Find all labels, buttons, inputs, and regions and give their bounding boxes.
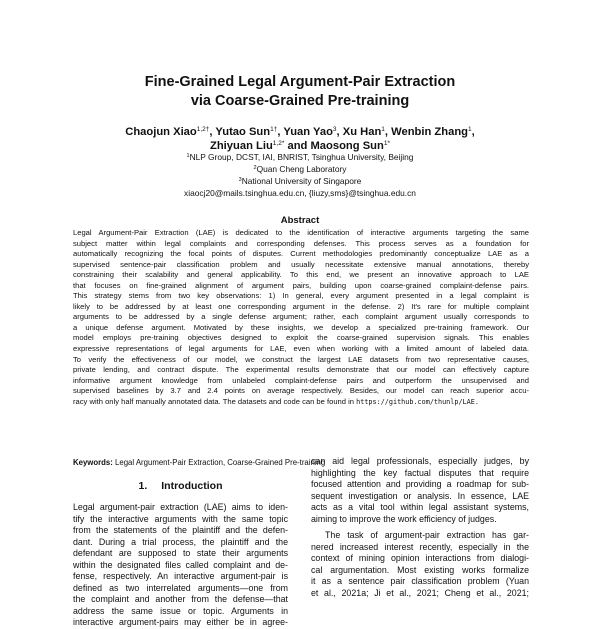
affiliation-3-marker: 3 [238, 177, 242, 183]
abstract-line: likely to be addressed by at least one corresponding argument in the defense. 2) It's rare for multiple complaint [73, 301, 529, 311]
affiliation-2-marker: 2 [253, 165, 257, 171]
intro-left-line: the complaint and another from the defense—that [73, 594, 288, 604]
abstract-heading: Abstract [280, 215, 320, 226]
intro-right-line: cal argumentation. Most existing works formalize [311, 564, 529, 575]
intro-left-line: fense, respectively. An interactive argument-pair is [73, 571, 288, 581]
affiliation-3-text: National University of Singapore [241, 176, 362, 186]
line2-author-0-marker: 1,2* [272, 140, 285, 147]
abstract-line: subject matter within legal complaints and corresponding defenses. This process serves as a foundation for [73, 238, 529, 248]
intro-right-paragraph-1 [311, 456, 529, 525]
intro-right-line: aiming to improve the work efficiency of judges. [311, 513, 497, 524]
intro-left-line: address the same issue or topic. Arguments in [73, 605, 288, 616]
line2-author-1: Maosong Sun [310, 140, 384, 152]
abstract-line: private lending, and contract dispute. The experimental results demonstrate that our model can effectively capture [73, 365, 529, 375]
paper-title-line-2: via Coarse-Grained Pre-training [190, 93, 410, 109]
line1-author-2-marker: 3 [332, 126, 337, 133]
affiliation-2-text: Quan Cheng Laboratory [256, 164, 347, 174]
abstract-line: racy with only half manually annotated data. The datasets and code can be found in https://github.com/thunlp/LAE. [73, 396, 479, 406]
intro-left-line: interactive argument-pairs may either be in agree- [73, 617, 288, 627]
intro-left-line: tify the interactive arguments with the same topic [73, 513, 288, 524]
line1-author-2: Yuan Yao [283, 126, 333, 138]
affiliation-3 [60, 175, 540, 187]
line2-author-0: Zhiyuan Liu [210, 140, 273, 152]
abstract-line: Legal Argument-Pair Extraction (LAE) is dedicated to the identification of interactive arguments targeting the same [73, 228, 529, 237]
intro-left-line: defined as two interrelated arguments—one from [73, 582, 288, 593]
abstract-line: constraining their scalability and general applicability. To this end, we present an innovative approach to LAE [73, 270, 529, 280]
author-emails: xiaocj20@mails.tsinghua.edu.cn, {liuzy,sms}@tsinghua.edu.cn [184, 188, 416, 198]
paper-title-line-1: Fine-Grained Legal Argument-Pair Extraction [144, 74, 456, 90]
intro-left-line: from the statements of the plaintiff and the defen- [73, 525, 288, 535]
abstract-line: automatically recognizing the focal points of disputes. Current methodologies predominantly conceptualize LAE as a [73, 249, 529, 259]
affiliation-2 [60, 163, 540, 175]
intro-left-line: within the designated files called complaint and de- [73, 559, 288, 570]
abstract-line: informative argument knowledge from unlabeled complaint-defense pairs and outperform the unsupervised and [73, 375, 529, 385]
intro-right-line: The task of argument-pair extraction has gar- [325, 530, 529, 540]
line1-author-3: Xu Han [342, 126, 382, 138]
intro-left-column [73, 502, 288, 629]
intro-right-line: et al., 2021a; Ji et al., 2021; Cheng et al., 2021; [311, 587, 529, 598]
affiliation-1-marker: 1 [186, 153, 190, 159]
abstract-line: model employs pre-training objectives designed to exploit the coarse-grained supervision signals. This enables [73, 333, 529, 343]
section-number: 1. [138, 480, 148, 492]
line1-author-4-marker: 1 [468, 126, 472, 133]
intro-right-line: can aid legal professionals, especially judges, by [311, 456, 529, 466]
line1-author-4: Wenbin Zhang [391, 126, 468, 138]
abstract-line: supervised sentence-pair classification problem and usually necessitate extensive manual annotations, thereby [73, 259, 529, 269]
section-title: Introduction [161, 480, 223, 492]
author-list-line-2: Zhiyuan Liu$^{1,2*}$ and Maosong Sun$^{1*}$ [210, 140, 390, 152]
keywords-label: Keywords: [73, 458, 113, 467]
intro-left-line: Legal argument-pair extraction (LAE) aims to iden- [73, 502, 288, 512]
intro-right-line: nered increased interest recently, especially in the [311, 541, 529, 552]
intro-right-line: acts as a vital tool within legal assistant systems, [311, 502, 529, 512]
abstract-line: that focuses on fine-grained alignment of argument pairs, building upon coarse-grained complaint-defense pairs. [73, 280, 529, 290]
affiliation-1-text: NLP Group, DCST, IAI, BNRIST, Tsinghua University, Beijing [189, 152, 414, 162]
line1-author-1: Yutao Sun [215, 126, 271, 138]
abstract-line: This strategy stems from two key observations: 1) In general, every argument presented in a legal complaint is [73, 291, 529, 301]
intro-right-line: context of mining opinion interactions from dialogi- [311, 553, 529, 563]
line1-author-3-marker: 1 [381, 126, 385, 133]
affiliation-1 [60, 151, 540, 163]
intro-right-line: it as a sentence pair classification problem (Yuan [311, 576, 529, 586]
intro-left-line: defendant are supposed to state their arguments [73, 548, 288, 558]
abstract-body [73, 228, 529, 407]
author-list-line-1: Chaojun Xiao$^{1,2\dagger}$, Yutao Sun$^{1\dagger}$, Yuan Yao$^3$, Xu Han$^1$, Wenbin Zhang$^1$, [125, 126, 475, 138]
intro-left-line: dant. During a trial process, the plaintiff and the [73, 536, 288, 547]
keywords [73, 458, 325, 467]
intro-right-line: focused attention and providing a roadmap for sub- [311, 479, 529, 489]
abstract-line: expressive representations of legal arguments for LAE, even when working with a limited amount of labeled data. [73, 344, 529, 354]
abstract-url: https://github.com/thunlp/LAE. [356, 397, 479, 406]
keywords-text: Legal Argument-Pair Extraction, Coarse-Grained Pre-training [115, 458, 326, 467]
section-heading-introduction [73, 480, 288, 492]
intro-right-line: sequent investigation or analysis. In essence, LAE [311, 490, 529, 501]
intro-right-line: highlighting the key factual disputes that require [311, 467, 529, 478]
abstract-line: supervised baselines by 3.7 and 2.4 points on average respectively. Besides, our model can reach superior accu- [73, 386, 529, 396]
abstract-line: To verify the effectiveness of our model, we construct the largest LAE datasets from two representative causes, [73, 354, 529, 364]
line1-author-0-marker: 1,2† [196, 126, 210, 133]
line2-author-1-marker: 1* [383, 140, 390, 147]
abstract-line: a unique defense argument. Motivated by these insights, we develop a specialized pre-training framework. Our [73, 322, 529, 332]
line1-author-0: Chaojun Xiao [125, 126, 197, 138]
intro-right-paragraph-2 [311, 530, 529, 599]
line1-author-1-marker: 1† [270, 126, 278, 133]
abstract-line: arguments to be addressed by a single defense argument; rather, each complaint argument usually corresponds to [73, 312, 529, 322]
